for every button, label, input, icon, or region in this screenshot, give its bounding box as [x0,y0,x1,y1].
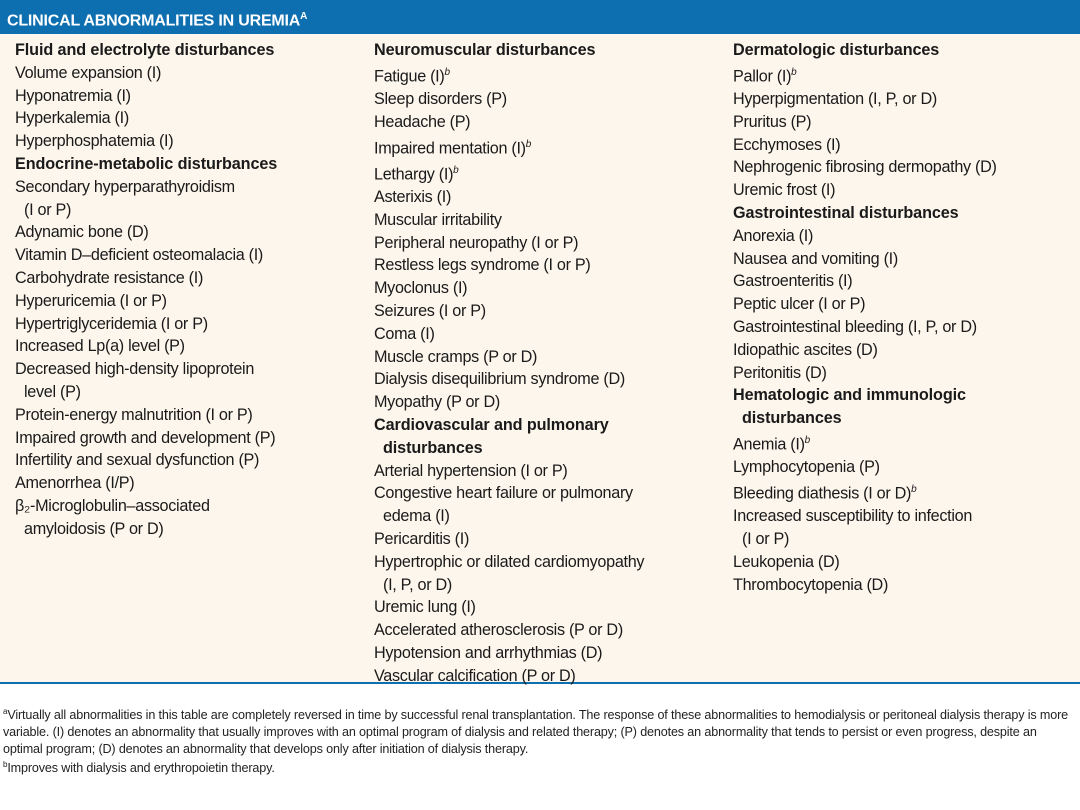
item-text: Decreased high-density lipoprotein [15,360,255,379]
item-text: Pericarditis (I) [374,529,470,548]
abnormality-item [15,176,365,199]
item-text: Seizures (I or P) [374,301,486,320]
abnormality-item [15,381,365,404]
item-text: amyloidosis (P or D) [24,519,164,538]
abnormality-item [733,225,1078,248]
abnormality-item [374,254,726,277]
abnormality-item [15,267,365,290]
abnormality-item [733,270,1078,293]
item-text: Pallor (I) [733,67,792,86]
abnormality-item [733,362,1078,385]
table-title-bar [0,0,1080,34]
item-text: Dialysis disequilibrium syndrome (D) [374,370,625,389]
abnormality-item [733,574,1078,597]
abnormality-item [374,88,726,111]
abnormality-item [374,574,726,597]
item-text: Impaired growth and development (P) [15,428,276,447]
abnormality-item [733,339,1078,362]
footnote-a [3,704,1078,757]
column-2 [374,39,726,687]
abnormality-item [374,391,726,414]
abnormality-item [374,62,726,88]
item-text: Uremic frost (I) [733,181,836,200]
abnormality-item [374,505,726,528]
abnormality-item [733,156,1078,179]
footnote-mark: b [525,138,532,150]
item-text: (I or P) [24,200,72,219]
item-text: Hypertriglyceridemia (I or P) [15,314,208,333]
abnormality-item [15,427,365,450]
item-text: Leukopenia (D) [733,552,840,571]
item-text: Carbohydrate resistance (I) [15,268,204,287]
abnormality-item [374,460,726,483]
abnormality-item [374,619,726,642]
item-text: Peripheral neuropathy (I or P) [374,233,579,252]
abnormality-item [374,300,726,323]
title-footnote-mark: A [300,11,308,22]
abnormality-item [374,232,726,255]
item-text: Hematologic and immunologic [733,386,966,405]
abnormality-item [733,111,1078,134]
abnormality-item [733,88,1078,111]
item-text: Gastrointestinal bleeding (I, P, or D) [733,317,977,336]
item-text: Restless legs syndrome (I or P) [374,256,591,275]
item-text: Hyperpigmentation (I, P, or D) [733,89,937,108]
item-text: Accelerated atherosclerosis (P or D) [374,621,623,640]
abnormality-item [374,596,726,619]
item-text: Headache (P) [374,112,471,131]
abnormality-item [374,368,726,391]
abnormality-item [374,346,726,369]
item-text: Nephrogenic fibrosing dermopathy (D) [733,158,997,177]
abnormality-item [374,186,726,209]
item-text: disturbances [383,438,483,457]
abnormality-item [374,277,726,300]
abnormality-item [15,221,365,244]
item-text: Hyponatremia (I) [15,86,131,105]
footnote-text: Virtually all abnormalities in this table are completely reversed in time by successful renal transplantation. The response of these abnormalities to hemodialysis or peritoneal dialysis therapy is more variable. (I) denotes an abnormality that usually improves with an optimal program of dialysis and related therapy; (P) denotes an abnormality that tends to persist or even progress, despite an optimal program; (D) denotes an abnormality that develops only after initiation of dialysis therapy. [3,708,1068,756]
item-text: Vascular calcification (P or D) [374,666,576,685]
abnormality-item [733,248,1078,271]
abnormality-item [15,62,365,85]
section-heading [15,39,365,62]
footnote-mark: b [3,760,8,770]
item-text: Bleeding diathesis (I or D) [733,484,912,503]
item-text: Thrombocytopenia (D) [733,575,889,594]
abnormality-item [374,323,726,346]
abnormality-item [733,456,1078,479]
item-text: Lethargy (I) [374,165,454,184]
section-heading [733,39,1078,62]
item-text: Myoclonus (I) [374,279,468,298]
section-heading [374,437,726,460]
footnote-mark: b [804,434,810,446]
item-text: Fatigue (I) [374,67,445,86]
item-text: level (P) [24,382,81,401]
item-text: Lymphocytopenia (P) [733,458,880,477]
item-text: Hypertrophic or dilated cardiomyopathy [374,552,645,571]
abnormality-item [15,449,365,472]
item-text: Gastroenteritis (I) [733,272,853,291]
abnormality-item [15,107,365,130]
item-text: Dermatologic disturbances [733,41,940,59]
abnormality-item [15,199,365,222]
abnormality-item [733,505,1078,528]
abnormality-item [733,134,1078,157]
abnormality-item [15,404,365,427]
abnormality-item [733,293,1078,316]
footnote-mark: b [444,66,450,78]
abnormality-item [15,290,365,313]
abnormality-item [15,244,365,267]
footnote-text: Improves with dialysis and erythropoietin therapy. [7,761,275,776]
section-heading [733,202,1078,225]
section-heading [374,39,726,62]
item-text: Infertility and sexual dysfunction (P) [15,451,260,470]
abnormality-item [15,495,365,518]
abnormality-item [374,665,726,688]
section-heading [733,407,1078,430]
abnormality-item [733,430,1078,456]
item-text: Muscular irritability [374,210,502,229]
item-text: Protein-energy malnutrition (I or P) [15,405,253,424]
abnormality-item [15,313,365,336]
item-text: Sleep disorders (P) [374,89,507,108]
abnormality-item [15,335,365,358]
abnormality-item [733,316,1078,339]
abnormality-item [733,551,1078,574]
section-heading [733,384,1078,407]
item-text: Gastrointestinal disturbances [733,203,959,222]
item-text: Anemia (I) [733,435,805,454]
item-text: Fluid and electrolyte disturbances [15,41,275,59]
item-text: (I, P, or D) [383,575,452,594]
abnormality-item [15,130,365,153]
item-text: Adynamic bone (D) [15,223,149,242]
item-text: Secondary hyperparathyroidism [15,177,235,196]
item-text: Congestive heart failure or pulmonary [374,484,633,503]
abnormality-item [374,134,726,160]
abnormality-item [15,85,365,108]
footnote-mark: b [791,66,797,78]
item-text: Increased susceptibility to infection [733,507,973,526]
column-3 [733,39,1078,596]
abnormality-item [15,518,365,541]
item-text: Myopathy (P or D) [374,393,500,412]
item-text: Hyperkalemia (I) [15,109,129,128]
item-text: Asterixis (I) [374,187,452,206]
item-text: Nausea and vomiting (I) [733,249,898,268]
item-text: Cardiovascular and pulmonary [374,415,609,434]
footnote-mark: b [453,164,459,176]
item-text: Ecchymoses (I) [733,135,841,154]
item-text: Neuromuscular disturbances [374,41,596,59]
item-text: disturbances [742,409,842,428]
section-heading [374,414,726,437]
abnormality-item [374,482,726,505]
item-text: Idiopathic ascites (D) [733,340,878,359]
table-body [0,34,1080,684]
item-text: Muscle cramps (P or D) [374,347,538,366]
item-text: Arterial hypertension (I or P) [374,461,568,480]
item-text: β₂-Microglobulin–associated [15,496,210,515]
column-1 [15,39,365,541]
abnormality-item [374,528,726,551]
item-text: Amenorrhea (I/P) [15,474,135,493]
item-text: Peritonitis (D) [733,363,827,382]
item-text: Endocrine-metabolic disturbances [15,154,278,173]
item-text: Uremic lung (I) [374,598,476,617]
item-text: Pruritus (P) [733,112,812,131]
abnormality-item [15,358,365,381]
footnote-mark: a [3,707,8,716]
table-title: CLINICAL ABNORMALITIES IN UREMIA [7,12,301,30]
abnormality-item [374,551,726,574]
item-text: Coma (I) [374,324,435,343]
item-text: Anorexia (I) [733,226,814,245]
item-text: Hypotension and arrhythmias (D) [374,643,603,662]
abnormality-item [15,472,365,495]
item-text: Increased Lp(a) level (P) [15,337,185,356]
item-text: Volume expansion (I) [15,63,162,82]
abnormality-item [733,62,1078,88]
abnormality-item [733,479,1078,505]
footnote-mark: b [911,483,917,495]
item-text: Peptic ulcer (I or P) [733,295,866,314]
item-text: Hyperphosphatemia (I) [15,132,174,151]
item-text: (I or P) [742,529,790,548]
item-text: Hyperuricemia (I or P) [15,291,167,310]
abnormality-item [374,111,726,134]
footnotes [3,704,1078,777]
abnormality-item [733,528,1078,551]
abnormality-item [374,160,726,186]
abnormality-item [374,209,726,232]
item-text: Impaired mentation (I) [374,138,526,157]
item-text: edema (I) [383,507,450,526]
abnormality-item [374,642,726,665]
section-heading [15,153,365,176]
abnormality-item [733,179,1078,202]
item-text: Vitamin D–deficient osteomalacia (I) [15,246,264,265]
footnote-b [3,757,1078,777]
